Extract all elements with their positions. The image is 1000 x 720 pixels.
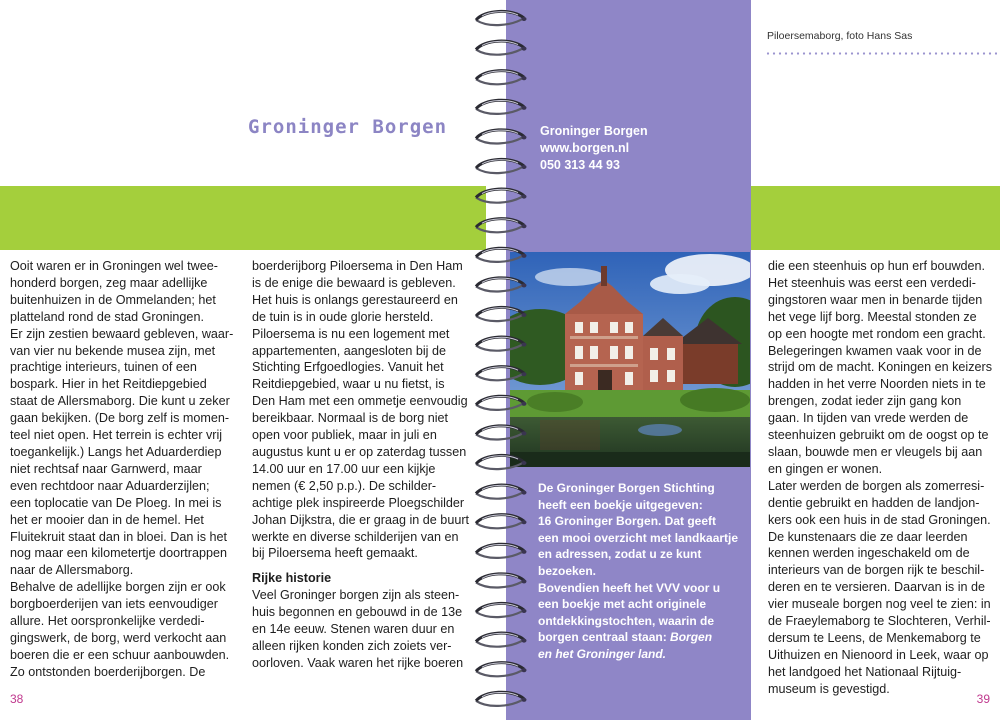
- text-line: en gingen er wonen.: [768, 461, 883, 476]
- text-line: gingswerk, de borg, werd verkocht aan: [10, 630, 227, 645]
- text-line: alleen rijken konden zich zoiets ver-: [252, 638, 452, 653]
- text-line: boeren die er een schuur aanbouwden.: [10, 647, 230, 662]
- page-number-right: 39: [976, 692, 990, 706]
- spiral-ring: [476, 455, 527, 469]
- spiral-ring: [476, 574, 527, 588]
- text-line: prachtige interieurs, tuinen of een: [10, 360, 197, 375]
- spiral-ring: [476, 515, 527, 529]
- text-line: het landgoed het Nationaal Rijtuig-: [768, 664, 962, 679]
- sidebar-line: en adressen, zodat u ze kunt: [538, 547, 702, 562]
- text-line: slaan, bouwde men er vleugels bij aan: [768, 444, 983, 459]
- text-line: appartementen, aangesloten bij de: [252, 343, 446, 358]
- text-line: platteland rond de stad Groningen.: [10, 309, 204, 324]
- text-line: niet rechtsaf naar Garnwerd, maar: [10, 461, 202, 476]
- text-line: Fluitekruit staat dan in bloei. Dan is het: [10, 529, 228, 544]
- text-line: Ooit waren er in Groningen wel twee-: [10, 259, 218, 273]
- spiral-ring: [476, 633, 527, 647]
- text-line: Johan Dijkstra, die er graag in de buurt: [252, 512, 470, 527]
- text-line: nog maar een kilometertje doortrappen: [10, 546, 228, 561]
- text-line: gingstoren waar men in benarde tijden: [768, 292, 983, 307]
- text-line: Veel Groninger borgen zijn als steen-: [252, 588, 460, 603]
- text-line: en 14e eeuw. Stenen waren duur en: [252, 622, 455, 637]
- text-line: dentie gebruikt en hadden de landjon-: [768, 495, 980, 510]
- text-line: museum is gevestigd.: [768, 681, 890, 696]
- text-column-3: [768, 258, 993, 698]
- text-line: teel niet open. Het terrein is echter vrij: [10, 428, 223, 443]
- sidebar-line: een boekje met acht originele: [538, 597, 707, 612]
- text-line: een toplocatie van De Ploeg. In mei is: [10, 495, 222, 510]
- text-line: achtige plek inspireerde Ploegschilder: [252, 495, 465, 510]
- text-line: die een steenhuis op hun erf bouwden.: [768, 259, 986, 273]
- text-line: bereikbaar. Normaal is de borg niet: [252, 411, 449, 426]
- text-line: het vege lijf borg. Meestal stonden ze: [768, 309, 977, 324]
- contact-name: Groninger Borgen: [540, 124, 648, 138]
- text-line: toegankelijk.) Langs het Aduarderdiep: [10, 444, 222, 459]
- sidebar-line: bezoeken.: [538, 563, 597, 578]
- text-line: De kunstenaars die ze daar leerden: [768, 529, 968, 544]
- text-line: steenhuizen gebruikt om de oogst op te: [768, 428, 989, 443]
- text-line: het er mooier dan in de hemel. Het: [10, 512, 204, 527]
- spiral-ring: [476, 307, 527, 321]
- spiral-ring: [476, 41, 527, 55]
- green-band-left: [0, 186, 486, 250]
- sidebar-line: 16 Groninger Borgen. Dat geeft: [538, 514, 717, 529]
- text-line: Het huis is onlangs gerestaureerd en: [252, 292, 458, 307]
- spiral-ring: [476, 248, 527, 262]
- spiral-ring: [476, 426, 527, 440]
- text-line: de tuin is in oude glorie hersteld.: [252, 309, 434, 324]
- spiral-ring: [476, 189, 527, 203]
- text-line: Uithuizen en Nienoord in Leek, waar op: [768, 647, 989, 662]
- text-line: Het steenhuis was eerst een verdedi-: [768, 275, 976, 290]
- text-line: kennen werden ingeschakeld om de: [768, 546, 970, 561]
- sidebar-book-title: Borgen: [670, 630, 713, 645]
- sidebar-book-title-end: en het Groninger land.: [538, 646, 667, 661]
- contact-phone: 050 313 44 93: [540, 158, 620, 172]
- spiral-ring: [476, 11, 527, 25]
- text-line: hadden in het verre Noorden niets in te: [768, 377, 986, 392]
- spiral-ring: [476, 485, 527, 499]
- sidebar-line: De Groninger Borgen Stichting: [538, 481, 715, 495]
- dotted-rule: [765, 52, 997, 55]
- text-line: Zo ontstonden boerderijborgen. De: [10, 664, 206, 679]
- text-line: huis begonnen en gebouwd in de 13e: [252, 605, 463, 620]
- photo-caption: Piloersemaborg, foto Hans Sas: [767, 30, 913, 42]
- text-line: interieurs van de borgen rijk te beschil-: [768, 563, 985, 578]
- green-band-right: [750, 186, 1000, 250]
- page-number-left: 38: [10, 692, 24, 706]
- text-line: is de enige die bewaard is gebleven.: [252, 275, 456, 290]
- text-line: brengen, zodat ieder zijn gang kon: [768, 394, 962, 409]
- subheading: Rijke historie: [252, 571, 332, 586]
- text-line: bospark. Hier in het Reitdiepgebied: [10, 377, 207, 392]
- contact-website: www.borgen.nl: [540, 141, 630, 155]
- text-line: bij Piloersema heeft gemaakt.: [252, 546, 418, 561]
- spiral-ring: [476, 544, 527, 558]
- text-line: augustus kunt u er op zaterdag tussen: [252, 444, 467, 459]
- sidebar-line: Bovendien heeft het VVV voor u: [538, 580, 721, 595]
- sidebar-line: ontdekkingstochten, waarin de: [538, 613, 715, 628]
- spiral-binding: [468, 0, 532, 720]
- text-line: Reitdiepgebied, waar u nu fietst, is: [252, 377, 445, 392]
- spiral-ring: [476, 337, 527, 351]
- text-line: allure. Het oorspronkelijke verdedi-: [10, 614, 205, 629]
- text-column-2-history: [252, 587, 464, 672]
- text-line: staat de Allersmaborg. Die kunt u zeker: [10, 394, 230, 409]
- spiral-ring: [476, 692, 527, 706]
- sidebar-line: [538, 629, 738, 646]
- text-line: vier museale borgen nog veel te zien: in: [768, 597, 991, 612]
- text-line: Behalve de adellijke borgen zijn er ook: [10, 580, 226, 595]
- spiral-ring: [476, 71, 527, 85]
- text-line: op een hoogte met rondom een gracht.: [768, 326, 986, 341]
- text-column-2-intro: [252, 258, 470, 562]
- contact-block: [540, 123, 648, 174]
- spiral-ring: [476, 100, 527, 114]
- sidebar-info: [538, 480, 738, 663]
- page-title: Groninger Borgen: [248, 116, 448, 138]
- text-line: van vier nu bekende musea zijn, met: [10, 343, 216, 358]
- text-line: werkte en diverse schilderijen van en: [252, 529, 459, 544]
- text-line: de Fraeylemaborg te Slochteren, Verhil-: [768, 614, 991, 629]
- borg-photo: [510, 252, 750, 467]
- spiral-ring: [476, 219, 527, 233]
- text-line: Stichting Erfgoedlogies. Vanuit het: [252, 360, 444, 375]
- sidebar-line: een mooi overzicht met landkaartje: [538, 530, 739, 545]
- sidebar-line-prefix: borgen centraal staan:: [538, 630, 671, 645]
- text-line: boerderijborg Piloersema in Den Ham: [252, 259, 463, 273]
- text-line: nemen (€ 2,50 p.p.). De schilder-: [252, 478, 437, 493]
- text-line: buitenhuizen in de Ommelanden; het: [10, 292, 216, 307]
- text-line: honderd borgen, zeg maar adellijke: [10, 275, 208, 290]
- text-line: naar de Allersmaborg.: [10, 563, 134, 578]
- sidebar-line: [538, 646, 738, 663]
- text-line: Den Ham met een ommetje eenvoudig: [252, 394, 468, 409]
- text-line: Later werden de borgen als zomerresi-: [768, 478, 985, 493]
- spiral-ring: [476, 603, 527, 617]
- text-line: open voor publiek, maar in juli en: [252, 428, 437, 443]
- sidebar-line: heeft een boekje uitgegeven:: [538, 497, 703, 512]
- text-line: borgboerderijen van iets eenvoudiger: [10, 597, 218, 612]
- text-line: even rechtdoor naar Aduarderzijlen;: [10, 478, 210, 493]
- text-line: kers ook een huis in de stad Groningen.: [768, 512, 991, 527]
- text-line: Belegeringen kwamen vaak voor in de: [768, 343, 982, 358]
- text-line: 14.00 uur en 17.00 uur een kijkje: [252, 461, 436, 476]
- text-line: oorloven. Vaak waren het rijke boeren: [252, 655, 464, 670]
- spiral-ring: [476, 159, 527, 173]
- text-line: Piloersema is nu een logement met: [252, 326, 450, 341]
- text-line: deren en te versieren. Daarvan is in de: [768, 580, 986, 595]
- spiral-ring: [476, 130, 527, 144]
- spiral-ring: [476, 663, 527, 677]
- text-column-1: [10, 258, 248, 681]
- text-line: gaan. In tijden van vrede werden de: [768, 411, 969, 426]
- text-column-2: [252, 258, 470, 672]
- spiral-ring: [476, 367, 527, 381]
- manor-house-image: [510, 252, 750, 467]
- text-line: strijd om de macht. Koningen en keizers: [768, 360, 993, 375]
- spiral-ring: [476, 278, 527, 292]
- text-line: dersum te Leens, de Menkemaborg te: [768, 630, 981, 645]
- text-line: Er zijn zestien bewaard gebleven, waar-: [10, 326, 234, 341]
- spiral-ring: [476, 396, 527, 410]
- text-line: gaan bekijken. (De borg zelf is momen-: [10, 411, 230, 426]
